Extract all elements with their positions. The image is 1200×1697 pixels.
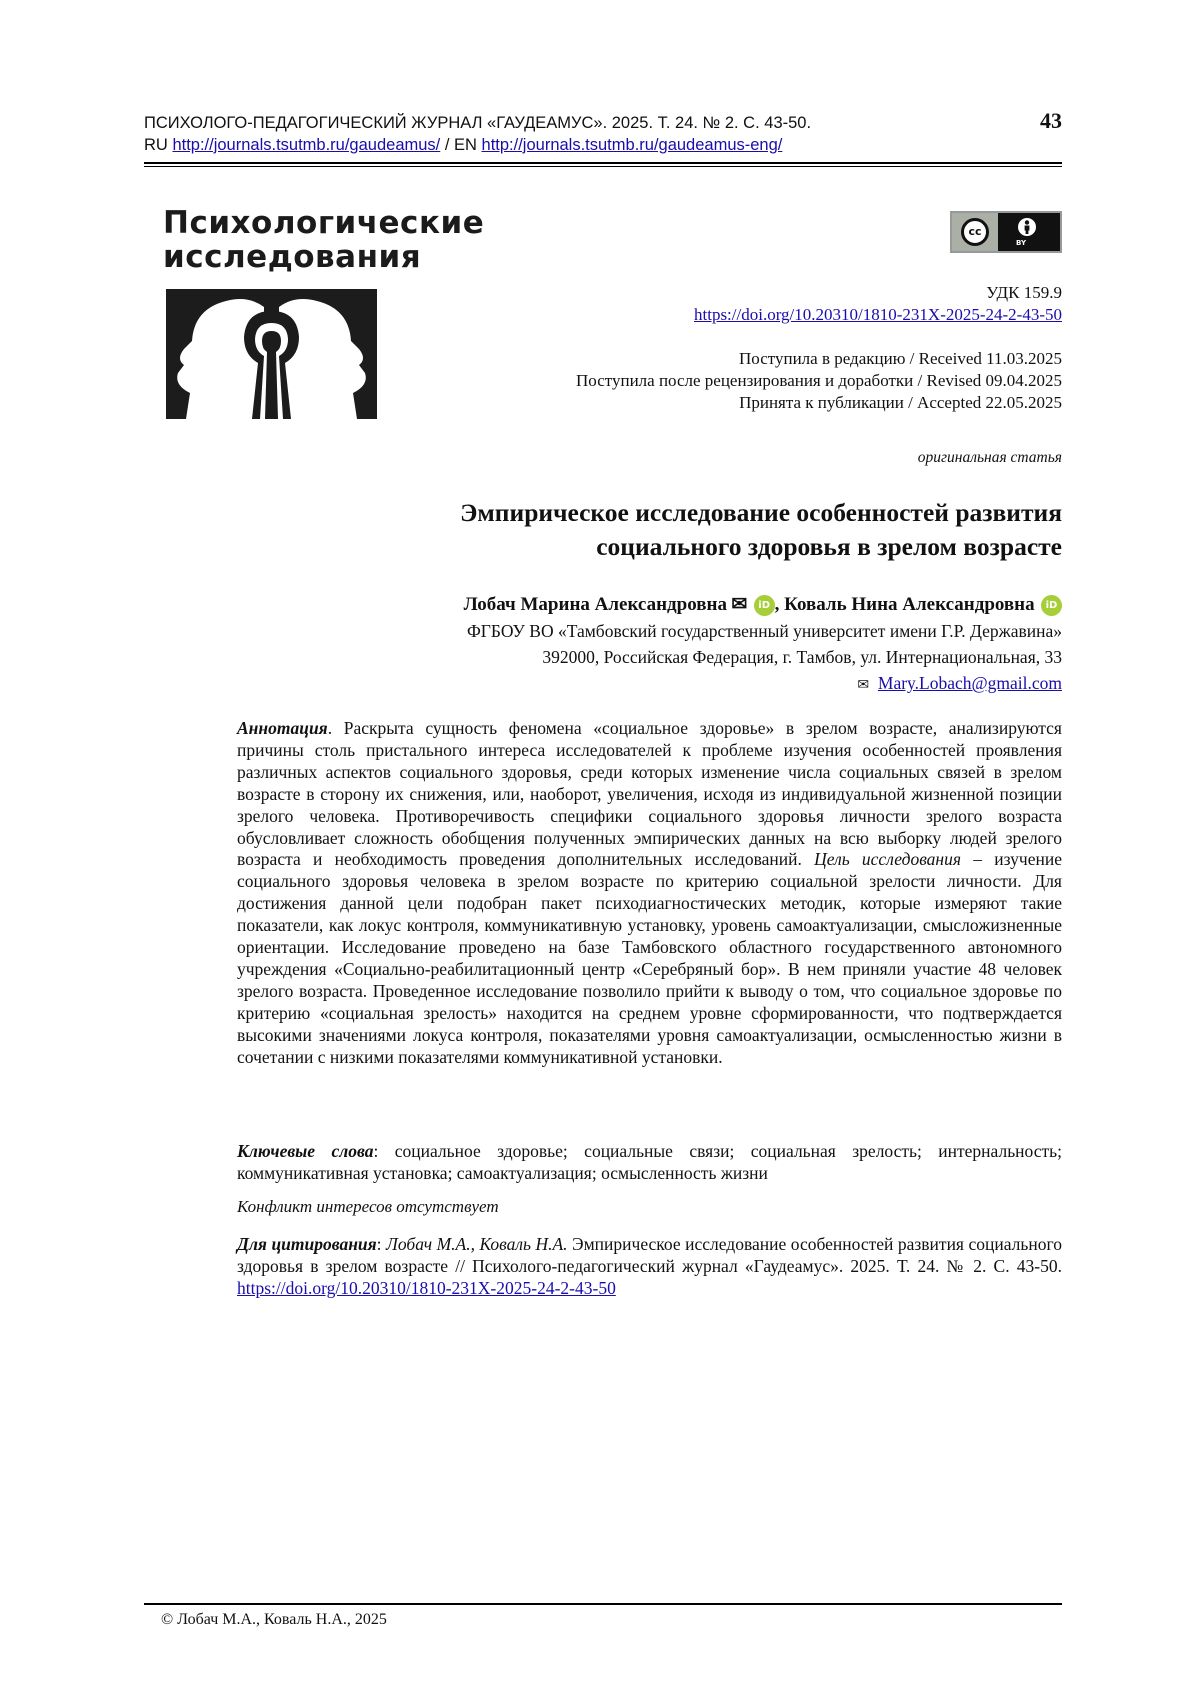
en-journal-link[interactable]: http://journals.tsutmb.ru/gaudeamus-eng/ (481, 136, 783, 154)
heads-keyhole-logo (166, 289, 377, 419)
citation-doi-link[interactable]: https://doi.org/10.20310/1810-231X-2025-24-2-43-50 (237, 1277, 616, 1298)
udk-code: УДК 159.9 (986, 283, 1062, 302)
affiliation: ФГБОУ ВО «Тамбовский государственный университет имени Г.Р. Державина» (466, 621, 1062, 641)
heads-keyhole-logo-icon (166, 289, 377, 419)
header-rule-thin (144, 166, 1062, 167)
doi-link[interactable]: https://doi.org/10.20310/1810-231X-2025-24-2-43-50 (694, 305, 1062, 324)
research-goal-label: Цель исследования (814, 849, 961, 870)
header-rule-thick (144, 162, 1062, 164)
copyright: © Лобач М.А., Коваль Н.А., 2025 (161, 1611, 387, 1628)
dates-block (576, 348, 1062, 414)
footer-rule (144, 1603, 1062, 1605)
page-number: 43 (1040, 108, 1062, 133)
orcid-icon[interactable]: iD (1041, 595, 1062, 616)
attribution-person-icon (1015, 215, 1039, 239)
citation-text: Эмпирическое исследование особенностей развития социального здоровья в зрелом возрасте // Психолого-педагогический журнал «Гаудеамус». 2025. Т. 24. № 2. С. 43-50. (237, 1234, 1062, 1276)
citation-label: Для цитирования (237, 1234, 377, 1254)
journal-links (144, 134, 1062, 156)
abstract-label: Аннотация (237, 718, 328, 738)
mail-icon: ✉ (857, 678, 870, 693)
citation (237, 1234, 1062, 1300)
abstract-text-1: . Раскрыта сущность феномена «социальное здоровье» в зрелом возрасте, анализируются причины столь пристального интереса исследователей к проблеме изучения особенностей проявления различных аспектов социального здоровья, среди которых изменение числа социальных связей в зрелом возрасте в сторону их снижения, или, наоборот, увеличения, исходя из индивидуальной жизненной позиции зрелого человека. Противоречивость специфики социального здоровья личности зрелого возраста обусловливает сложность обобщения полученных эмпирических данных на всю выборку людей зрелого возраста и необходимость проведения дополнительных исследований. (237, 718, 1062, 870)
orcid-icon[interactable]: iD (754, 595, 775, 616)
by-label: BY (1016, 239, 1027, 247)
mail-icon: ✉ (731, 594, 748, 615)
abstract (237, 718, 1062, 1069)
cc-by-license-badge[interactable] (950, 211, 1062, 253)
udk-block (694, 282, 1062, 326)
creative-commons-icon: cc (961, 218, 989, 246)
keywords-text: : социальное здоровье; социальные связи; социальная зрелость; интернальность; коммуникативная установка; самоактуализация; осмысленность жизни (237, 1141, 1062, 1183)
keywords-label: Ключевые слова (237, 1141, 374, 1161)
author-separator: , (774, 594, 785, 615)
journal-line: ПСИХОЛОГО-ПЕДАГОГИЧЕСКИЙ ЖУРНАЛ «ГАУДЕАМУС». 2025. Т. 24. № 2. С. 43-50. (144, 114, 812, 132)
authors-block (464, 591, 1062, 699)
article-type: оригинальная статья (917, 449, 1062, 466)
abstract-text-2: – изучение социального здоровья человека в зрелом возрасте по критерию социальной зрелости личности. Для достижения данной цели подобран пакет психодиагностических методик, которые измеряют такие показатели, как локус контроля, коммуникативную установку, уровень самоактуализации, смысложизненные ориентации. Исследование проведено на базе Тамбовского областного государственного автономного учреждения «Социально-реабилитационный центр «Серебряный бор». В нем приняли участие 48 человек зрелого возраста. Проведенное исследование позволило прийти к выводу о том, что социальное здоровье по критерию «социальная зрелость» находится на среднем уровне сформированности, что подтверждается высокими значениями локуса контроля, показателями уровня самоактуализации, осмысленностью жизни в сочетании с низкими показателями коммуникативной установки. (237, 849, 1062, 1067)
author-1-name: Лобач Марина Александровна (463, 594, 727, 615)
author-2-name: Коваль Нина Александровна (784, 594, 1035, 615)
revised-date: Поступила после рецензирования и доработки / Revised 09.04.2025 (576, 371, 1062, 390)
email-line (464, 670, 1062, 699)
section-title: Психологические исследования (163, 205, 485, 275)
ru-journal-link[interactable]: http://journals.tsutmb.ru/gaudeamus/ (172, 136, 441, 154)
author-names (464, 591, 1062, 618)
address: 392000, Российская Федерация, г. Тамбов, ул. Интернациональная, 33 (542, 647, 1062, 667)
ru-prefix: RU (144, 136, 168, 154)
keywords (237, 1141, 1062, 1185)
accepted-date: Принята к публикации / Accepted 22.05.2025 (739, 393, 1062, 412)
received-date: Поступила в редакцию / Received 11.03.2025 (739, 349, 1062, 368)
citation-colon: : (376, 1234, 387, 1254)
article-title: Эмпирическое исследование особенностей развития социального здоровья в зрелом возрасте (460, 498, 1062, 561)
email-link[interactable]: Mary.Lobach@gmail.com (877, 673, 1062, 693)
running-header (144, 108, 1062, 156)
conflict-of-interest: Конфликт интересов отсутствует (237, 1197, 499, 1216)
citation-authors: Лобач М.А., Коваль Н.А. (386, 1234, 568, 1254)
en-prefix: / EN (440, 136, 477, 154)
